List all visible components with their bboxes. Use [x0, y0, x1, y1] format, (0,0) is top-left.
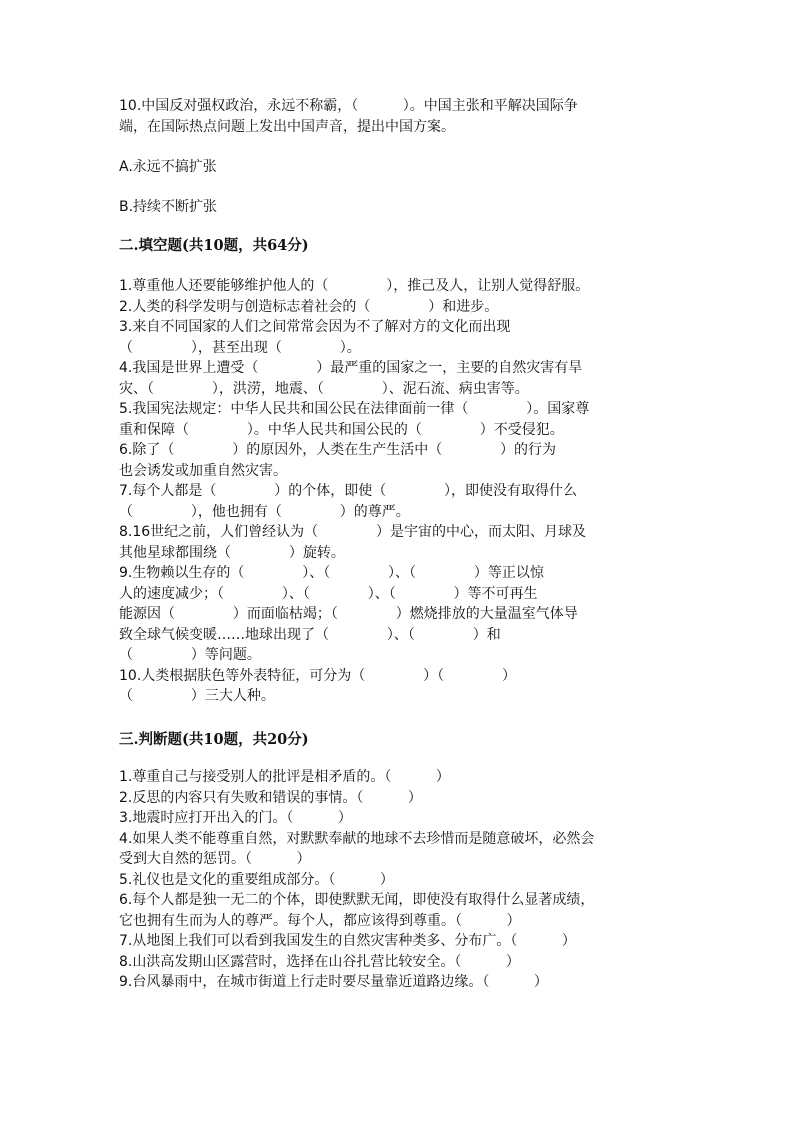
judge-question-line: 2.反思的内容只有失败和错误的事情。（ ）: [119, 789, 422, 806]
judge-section-heading: 三.判断题(共10题，共20分): [119, 731, 309, 748]
fill-question-line: 3.来自不同国家的人们之间常常会因为不了解对方的文化而出现: [119, 319, 511, 335]
fill-question-line: 5.我国宪法规定：中华人民共和国公民在法律面前一律（ ）。国家尊: [119, 401, 590, 417]
fill-question-line: 也会诱发或加重自然灾害。: [119, 462, 287, 479]
option-a: A.永远不搞扩张: [119, 159, 217, 175]
judge-question-line: 它也拥有生而为人的尊严。每个人，都应该得到尊重。（ ）: [119, 912, 521, 929]
judge-question-line: 9.台风暴雨中，在城市街道上行走时要尽量靠近道路边缘。（ ）: [119, 974, 548, 990]
judge-question-line: 受到大自然的惩罚。（ ）: [119, 851, 311, 867]
judge-question-line: 4.如果人类不能尊重自然，对默默奉献的地球不去珍惜而是随意破坏，必然会: [119, 830, 595, 847]
fill-question-line: 8.16世纪之前，人们曾经认为（ ）是宇宙的中心，而太阳、月球及: [119, 524, 587, 540]
fill-question-line: 能源因（ ）而面临枯竭；（ ）燃烧排放的大量温室气体导: [119, 606, 578, 622]
fill-question-line: 其他星球都围绕（ ）旋转。: [119, 544, 345, 561]
fill-question-line: 灾、（ ），洪涝，地震、（ ）、泥石流、病虫害等。: [119, 380, 529, 397]
judge-question-line: 3.地震时应打开出入的门。（ ）: [119, 810, 352, 826]
fill-question-line: （ ），甚至出现（ ）。: [119, 339, 361, 356]
fill-question-line: 9.生物赖以生存的（ ）、（ ）、（ ）等正以惊: [119, 565, 544, 581]
fill-question-line: 7.每个人都是（ ）的个体，即使（ ），即使没有取得什么: [119, 483, 578, 499]
mc-question-10-line: 10.中国反对强权政治，永远不称霸，（ ）。中国主张和平解决国际争: [119, 98, 578, 114]
fill-question-line: 人的速度减少；（ ）、（ ）、（ ）等不可再生: [119, 585, 538, 602]
fill-question-line: 10.人类根据肤色等外表特征，可分为（ ）（ ）: [119, 667, 516, 684]
fill-question-line: （ ）等问题。: [119, 647, 261, 663]
fill-question-line: 6.除了（ ）的原因外，人类在生产生活中（ ）的行为: [119, 442, 557, 458]
fill-question-line: （ ），他也拥有（ ）的尊严。: [119, 503, 410, 520]
fill-question-line: 1.尊重他人还要能够维护他人的（ ），推己及人，让别人觉得舒服。: [119, 278, 590, 294]
fill-question-line: 2.人类的科学发明与创造标志着社会的（ ）和进步。: [119, 298, 499, 315]
judge-question-line: 5.礼仪也是文化的重要组成部分。（ ）: [119, 871, 394, 888]
mc-question-10: [119, 96, 679, 137]
judge-question-line: 8.山洪高发期山区露营时，选择在山谷扎营比较安全。（ ）: [119, 953, 520, 970]
option-b: B.持续不断扩张: [119, 199, 218, 215]
judge-question-line: 1.尊重自己与接受别人的批评是相矛盾的。（ ）: [119, 769, 450, 785]
fill-question-line: （ ）三大人种。: [119, 688, 275, 704]
fill-question-line: 4.我国是世界上遭受（ ）最严重的国家之一，主要的自然灾害有旱: [119, 360, 583, 376]
fill-section-questions: [119, 276, 679, 707]
mc-question-10-line: 端，在国际热点问题上发出中国声音，提出中国方案。: [119, 118, 455, 135]
judge-question-line: 6.每个人都是独一无二的个体，即使默默无闻，即使没有取得什么显著成绩，: [119, 892, 595, 908]
fill-section-heading: 二.填空题(共10题，共64分): [119, 237, 309, 254]
fill-question-line: 重和保障（ ）。中华人民共和国公民的（ ）不受侵犯。: [119, 421, 564, 438]
fill-question-line: 致全球气候变暖……地球出现了（ ）、（ ）和: [119, 626, 501, 643]
judge-section-questions: [119, 767, 679, 993]
judge-question-line: 7.从地图上我们可以看到我国发生的自然灾害种类多、分布广。（ ）: [119, 933, 576, 949]
